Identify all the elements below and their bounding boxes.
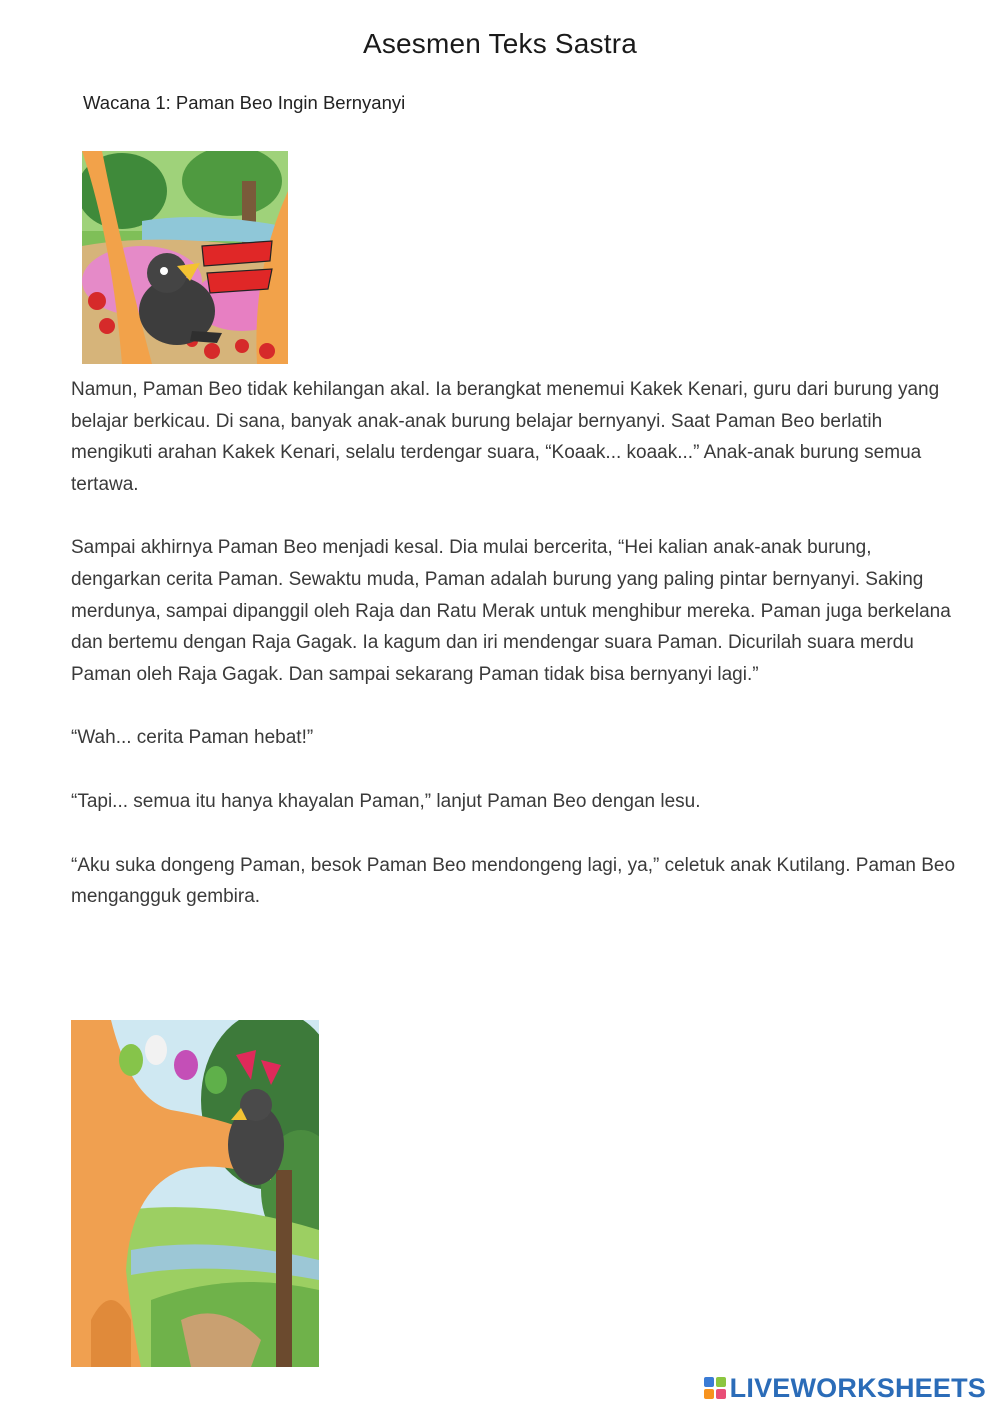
story-paragraph: “Aku suka dongeng Paman, besok Paman Beo mendongeng lagi, ya,” celetuk anak Kutilang. Paman Beo mengangguk gembira. <box>71 854 956 908</box>
liveworksheets-icon <box>704 1377 726 1399</box>
reading-title: Wacana 1: Paman Beo Ingin Bernyanyi <box>83 92 406 113</box>
story-paragraph: Namun, Paman Beo tidak kehilangan akal. Ia berangkat menemui Kakek Kenari, guru dari burung yang belajar berkicau. Di sana, banyak anak-anak burung belajar bernyanyi. Saat Paman Beo berlatih mengikuti arahan Kakek Kenari, selalu terdengar suara, “Koaak... koaak...” Anak-anak burung semua tertawa. <box>71 379 940 495</box>
story-paragraph: “Tapi... semua itu hanya khayalan Paman,” lanjut Paman Beo dengan lesu. <box>71 790 701 812</box>
story-paragraph: Sampai akhirnya Paman Beo menjadi kesal. Dia mulai bercerita, “Hei kalian anak-anak burung, dengarkan cerita Paman. Sewaktu muda, Paman adalah burung yang paling pintar bernyanyi. Saking merdunya, sampai dipanggil oleh Raja dan Ratu Merak untuk menghibur mereka. Paman juga berkelana dan bertemu dengan Raja Gagak. Ia kagum dan iri mendengar suara Paman. Dicurilah suara merdu Paman oleh Raja Gagak. Dan sampai sekarang Paman tidak bisa bernyanyi lagi.” <box>71 537 951 685</box>
page-title: Asesmen Teks Sastra <box>362 28 638 59</box>
brand-name: LIVEWORKSHEETS <box>729 1372 986 1403</box>
brand-logo <box>704 1370 986 1406</box>
illustration-birds-on-branch <box>71 1020 319 1367</box>
story-paragraph: “Wah... cerita Paman hebat!” <box>71 727 314 749</box>
story-text <box>71 374 963 945</box>
illustration-bird-singing <box>82 151 288 364</box>
